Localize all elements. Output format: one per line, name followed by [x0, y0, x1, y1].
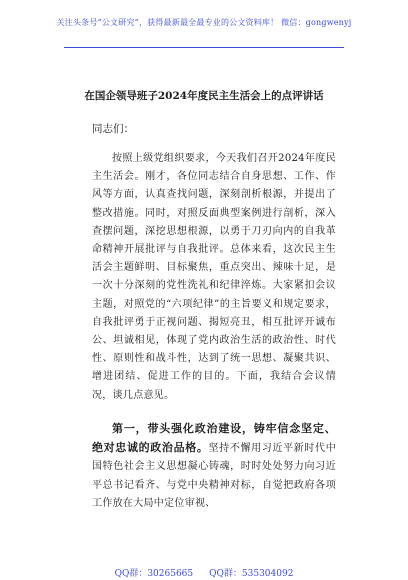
banner-text: 关注头条号“公文研究”，获得最新最全最专业的公文资料库！ 微信：gongwenyj: [56, 18, 352, 27]
paragraph-1: 按照上级党组织要求，今天我们召开2024年度民主生活会。刚才，各位同志结合自身思想、工作、作风等方面，认真查找问题，深刻剖析根源，并提出了整改措施。同时，对照反面典型案例进行剖析，深入查摆问题，深挖思想根源，以勇于刀刃向内的自我革命精神开展批评与自我批评。总体来看，这次民主生活会主题鲜明、目标聚焦，重点突出、辣味十足，是一次十分深刻的党性洗礼和纪律淬炼。大家紧扣会议主题，对照党的“六项纪律”的主旨要义和规定要求，自我批评勇于正视问题、揭短亮丑，相互批评开诚布公、坦诚相见，体现了党内政治生活的政治性、时代性、原则性和战斗性，达到了统一思想、凝聚共识、增进团结、促进工作的目的。下面，我结合会议情况，谈几点意见。: [92, 153, 336, 401]
header-divider: [64, 47, 344, 48]
paragraph-2-lead: 第一，带头强化政治建设，铸牢信念坚定、绝对忠诚的政治品格。: [92, 422, 336, 455]
paragraph-2: [92, 420, 336, 513]
footer-qq-group-2: QQ群：535304092: [209, 569, 294, 579]
salutation: 同志们：: [92, 123, 134, 135]
header-banner: [0, 10, 408, 29]
paragraph-2-body: 坚持不懈用习近平新时代中国特色社会主义思想凝心铸魂，时时处处努力向习近平总书记看齐、与党中央精神对标，自觉把政府各项工作放在大局中定位审视、: [92, 443, 337, 509]
footer: [0, 566, 408, 579]
document-title: 在国企领导班子2024年度民主生活会上的点评讲话: [84, 90, 324, 102]
footer-qq-group-1: QQ群：30265665: [114, 569, 194, 579]
